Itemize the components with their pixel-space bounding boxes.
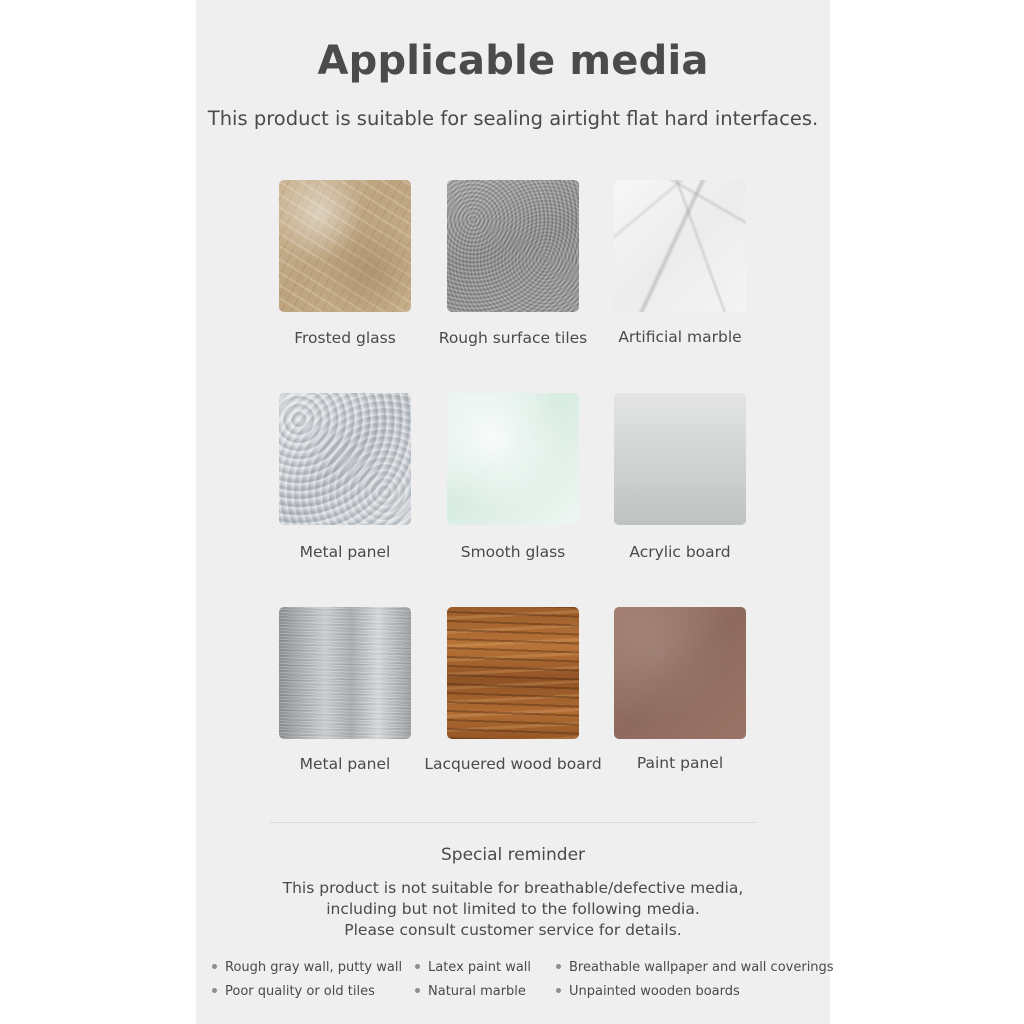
reminder-title: Special reminder [440,845,586,865]
bullet-dot-icon [556,964,561,969]
page-subtitle: This product is suitable for sealing airtight flat hard interfaces. [207,107,819,130]
section-divider [270,822,756,823]
media-label: Paint panel [636,754,724,772]
unsuitable-media-item: Natural marble [415,984,526,999]
media-label: Lacquered wood board [424,755,602,773]
media-label: Acrylic board [629,543,731,561]
acrylic-board-swatch [614,393,746,525]
bullet-dot-icon [212,964,217,969]
metal-panel-swatch [279,393,411,525]
media-label: Smooth glass [460,543,566,561]
page-title: Applicable media [317,38,709,84]
brushed-metal-swatch [279,607,411,739]
unsuitable-media-item: Rough gray wall, putty wall [212,960,402,975]
product-info-panel [196,0,834,1024]
media-label: Frosted glass [294,329,396,347]
media-label: Rough surface tiles [438,329,588,347]
paint-panel-swatch [614,607,746,739]
lacquered-wood-swatch [447,607,579,739]
bullet-dot-icon [415,988,420,993]
frosted-glass-swatch [279,180,411,312]
rough-tiles-swatch [447,180,579,312]
unsuitable-media-item: Breathable wallpaper and wall coverings [556,960,834,975]
bullet-dot-icon [212,988,217,993]
unsuitable-media-item: Latex paint wall [415,960,531,975]
media-label: Artificial marble [618,328,742,346]
media-label: Metal panel [299,543,391,561]
unsuitable-media-item: Unpainted wooden boards [556,984,740,999]
artificial-marble-swatch [614,180,746,312]
unsuitable-media-item: Poor quality or old tiles [212,984,375,999]
reminder-text-line: including but not limited to the following media. [326,900,700,918]
reminder-text-line: This product is not suitable for breathable/defective media, [282,879,744,897]
bullet-dot-icon [556,988,561,993]
smooth-glass-swatch [447,393,579,525]
media-label: Metal panel [299,755,391,773]
reminder-text-line: Please consult customer service for details. [344,921,682,939]
bullet-dot-icon [415,964,420,969]
